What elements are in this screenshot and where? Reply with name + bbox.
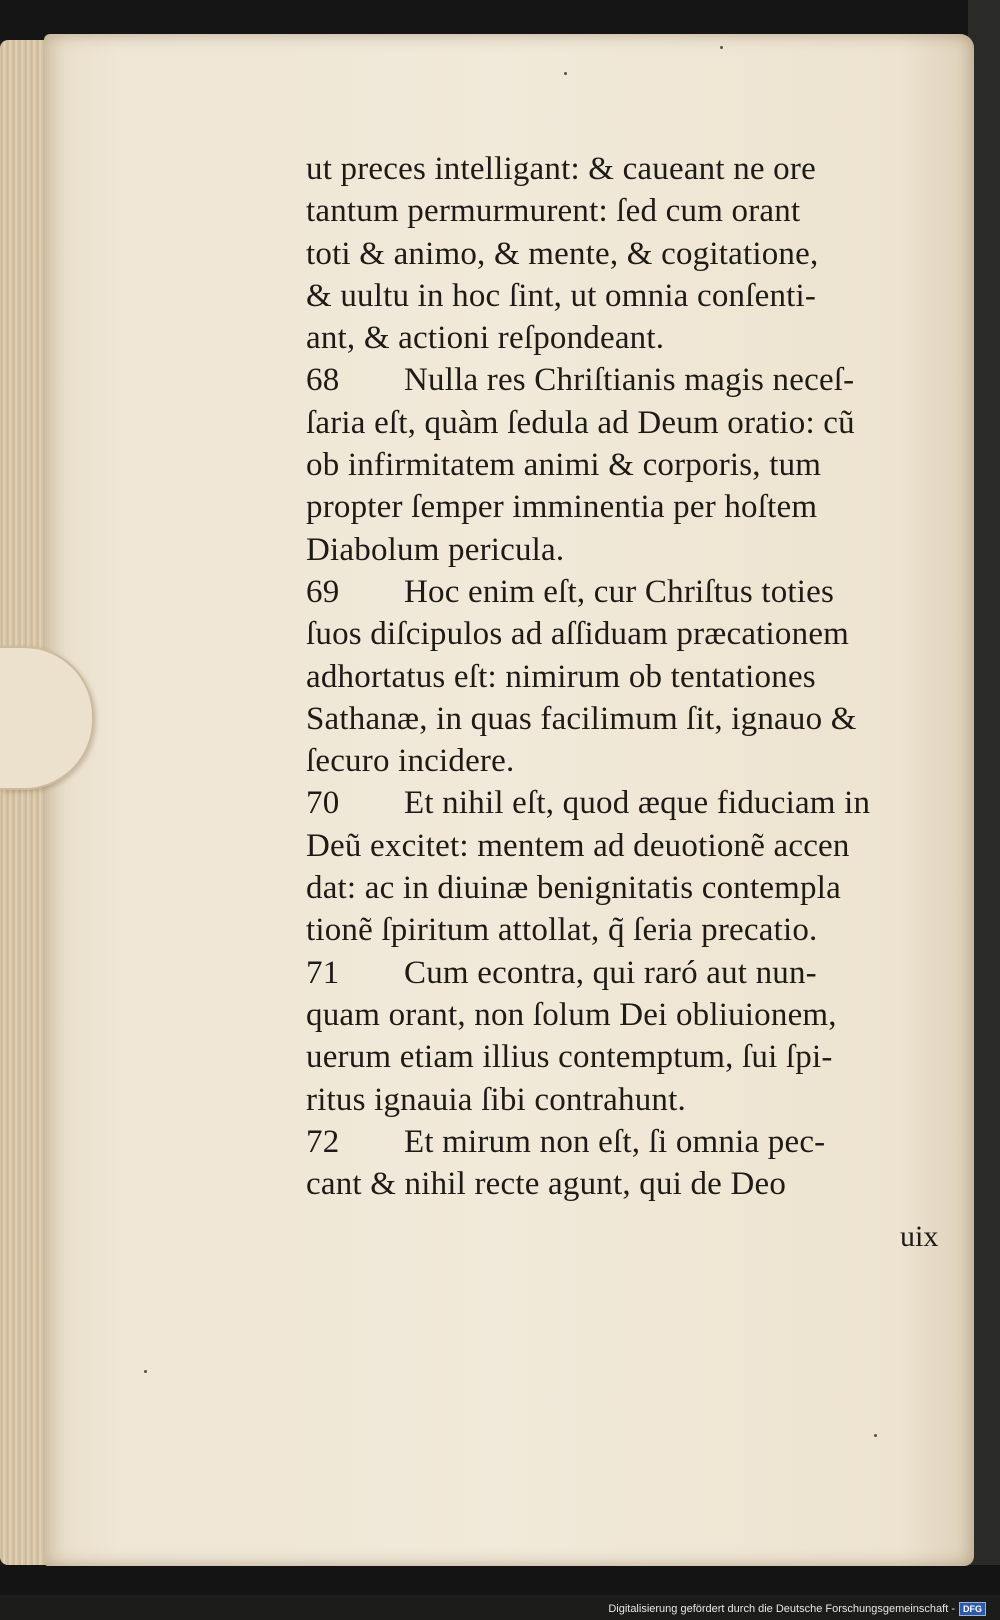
paragraph-number: 71	[306, 954, 340, 991]
paragraph-number: 69	[306, 573, 340, 610]
text-line	[306, 571, 966, 613]
text-line	[306, 613, 966, 655]
scan-background-bottom	[0, 1565, 1000, 1595]
text-line	[306, 740, 966, 782]
line-text: cant & nihil recte agunt, qui de Deo	[306, 1166, 787, 1203]
text-line	[306, 1163, 966, 1205]
line-text: toti & animo, & mente, & cogitatione,	[306, 235, 819, 272]
text-line	[306, 1036, 966, 1078]
ink-speck	[874, 1434, 877, 1437]
text-line	[306, 656, 966, 698]
text-line	[306, 402, 966, 444]
text-line	[306, 275, 966, 317]
line-text: tionẽ ſpiritum attollat, q̃ ſeria precatio.	[306, 912, 818, 949]
line-text: Deũ excitet: mentem ad deuotionẽ accen	[306, 827, 850, 864]
credit-text: Digitalisierung gefördert durch die Deutsche Forschungsgemeinschaft -	[608, 1603, 955, 1615]
line-text: ut preces intelligant: & caueant ne ore	[306, 151, 816, 187]
line-text: Cum econtra, qui raró aut nun-	[404, 954, 817, 991]
line-text: ritus ignauia ſibi contrahunt.	[306, 1081, 686, 1118]
line-text: Nulla res Chriſtianis magis neceſ-	[404, 362, 855, 399]
line-text: Sathanæ, in quas facilimum ſit, ignauo &	[306, 700, 857, 737]
catchword: uix	[900, 1220, 939, 1253]
text-line	[306, 486, 966, 528]
line-text: tantum permurmurent: ſed cum orant	[306, 193, 801, 230]
line-text: adhortatus eſt: nimirum ob tentationes	[306, 658, 816, 695]
text-line	[306, 782, 966, 824]
text-line	[306, 190, 966, 232]
ink-speck	[720, 46, 723, 49]
text-line	[306, 909, 966, 951]
line-text: propter ſemper imminentia per hoſtem	[306, 489, 818, 526]
text-line	[306, 867, 966, 909]
text-line	[306, 1121, 966, 1163]
line-text: ſecuro incidere.	[306, 743, 515, 780]
text-line	[306, 1079, 966, 1121]
text-line	[306, 444, 966, 486]
page-text	[306, 148, 966, 1205]
text-line	[306, 317, 966, 359]
text-line	[306, 825, 966, 867]
line-text: ſuos diſcipulos ad aſſiduam præcationem	[306, 616, 850, 653]
line-text: Et mirum non eſt, ſi omnia pec-	[404, 1123, 826, 1160]
text-line	[306, 148, 966, 190]
line-text: ant, & actioni reſpondeant.	[306, 320, 665, 357]
text-line	[306, 529, 966, 571]
line-text: ſaria eſt, quàm ſedula ad Deum oratio: cũ	[306, 404, 855, 441]
paragraph-number: 68	[306, 362, 340, 399]
dfg-logo: DFG	[959, 1602, 986, 1616]
text-line	[306, 233, 966, 275]
line-text: quam orant, non ſolum Dei obliuionem,	[306, 996, 837, 1033]
digitization-credit	[608, 1602, 986, 1616]
text-line	[306, 698, 966, 740]
line-text: Diabolum pericula.	[306, 531, 565, 568]
ink-speck	[144, 1370, 147, 1373]
paragraph-number: 72	[306, 1123, 340, 1160]
paragraph-number: 70	[306, 785, 340, 822]
line-text: dat: ac in diuinæ benignitatis contempla	[306, 870, 841, 907]
line-text: Et nihil eſt, quod æque fiduciam in	[404, 785, 871, 822]
text-line	[306, 952, 966, 994]
text-line	[306, 994, 966, 1036]
text-line	[306, 359, 966, 401]
line-text: & uultu in hoc ſint, ut omnia conſenti-	[306, 277, 817, 314]
ink-speck	[564, 72, 567, 75]
line-text: ob infirmitatem animi & corporis, tum	[306, 447, 822, 484]
line-text: uerum etiam illius contemptum, ſui ſpi-	[306, 1039, 833, 1076]
line-text: Hoc enim eſt, cur Chriſtus toties	[404, 573, 835, 610]
